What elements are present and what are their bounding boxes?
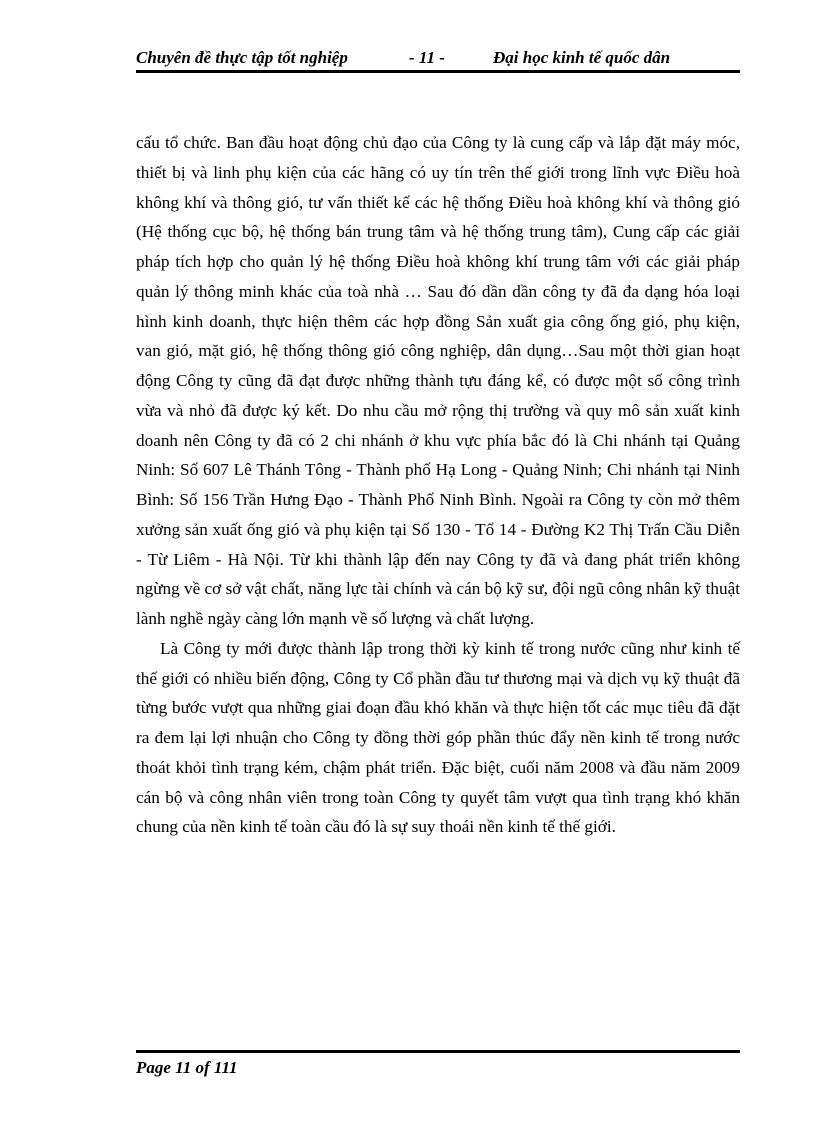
header-university: Đại học kinh tế quốc dân [493, 48, 671, 67]
header-rule [136, 70, 740, 73]
footer-rule [136, 1050, 740, 1053]
document-body [136, 128, 740, 842]
paragraph-2: Là Công ty mới được thành lập trong thời kỳ kinh tế trong nước cũng như kinh tế thế giới có nhiều biến động, Công ty Cổ phần đầu tư thương mại và dịch vụ kỹ thuật đã từng bước vượt qua những giai đoạn đầu khó khăn và thực hiện tốt các mục tiêu đã đặt ra đem lại lợi nhuận cho Công ty đồng thời góp phần thúc đẩy nền kinh tế trong nước thoát khỏi tình trạng kém, chậm phát triển. Đặc biệt, cuối năm 2008 và đầu năm 2009 cán bộ và công nhân viên trong toàn Công ty quyết tâm vượt qua tình trạng khó khăn chung của nền kinh tế toàn cầu đó là sự suy thoái nền kinh tế thế giới. [136, 638, 740, 837]
header-thesis-title: Chuyên đề thực tập tốt nghiệp [136, 48, 348, 67]
header-page-number: - 11 - [409, 48, 445, 67]
page-footer: Page 11 of 111 [136, 1058, 238, 1077]
paragraph-1: cấu tổ chức. Ban đầu hoạt động chủ đạo của Công ty là cung cấp và lắp đặt máy móc, thiết bị và linh phụ kiện của các hãng có uy tín trên thế giới trong lĩnh vực Điều hoà không khí và thông gió, tư vấn thiết kế các hệ thống Điều hoà không khí và thông gió (Hệ thống cục bộ, hệ thống bán trung tâm và hệ thống trung tâm), Cung cấp các giải pháp tích hợp cho quản lý hệ thống Điều hoà không khí trung tâm với các giải pháp quản lý thông minh khác của toà nhà … Sau đó dần dần công ty đã đa dạng hóa loại hình kinh doanh, thực hiện thêm các hợp đồng Sản xuất gia công ống gió, phụ kiện, van gió, mặt gió, hệ thống thông gió công nghiệp, dân dụng…Sau một thời gian hoạt động Công ty cũng đã đạt được những thành tựu đáng kể, có được một số công trình vừa và nhỏ đã được ký kết. Do nhu cầu mở rộng thị trường và quy mô sản xuất kinh doanh nên Công ty đã có 2 chi nhánh ở khu vực phía bắc đó là Chi nhánh tại Quảng Ninh: Số 607 Lê Thánh Tông - Thành phố Hạ Long - Quảng Ninh; Chi nhánh tại Ninh Bình: Số 156 Trần Hưng Đạo - Thành Phố Ninh Bình. Ngoài ra Công ty còn mở thêm xưởng sản xuất ống gió và phụ kiện tại Số 130 - Tổ 14 - Đường K2 Thị Trấn Cầu Diễn - Từ Liêm - Hà Nội. Từ khi thành lập đến nay Công ty đã và đang phát triển không ngừng về cơ sở vật chất, năng lực tài chính và cán bộ kỹ sư, đội ngũ công nhân kỹ thuật lành nghề ngày càng lớn mạnh về số lượng và chất lượng. [136, 133, 740, 628]
page-header [136, 46, 740, 70]
